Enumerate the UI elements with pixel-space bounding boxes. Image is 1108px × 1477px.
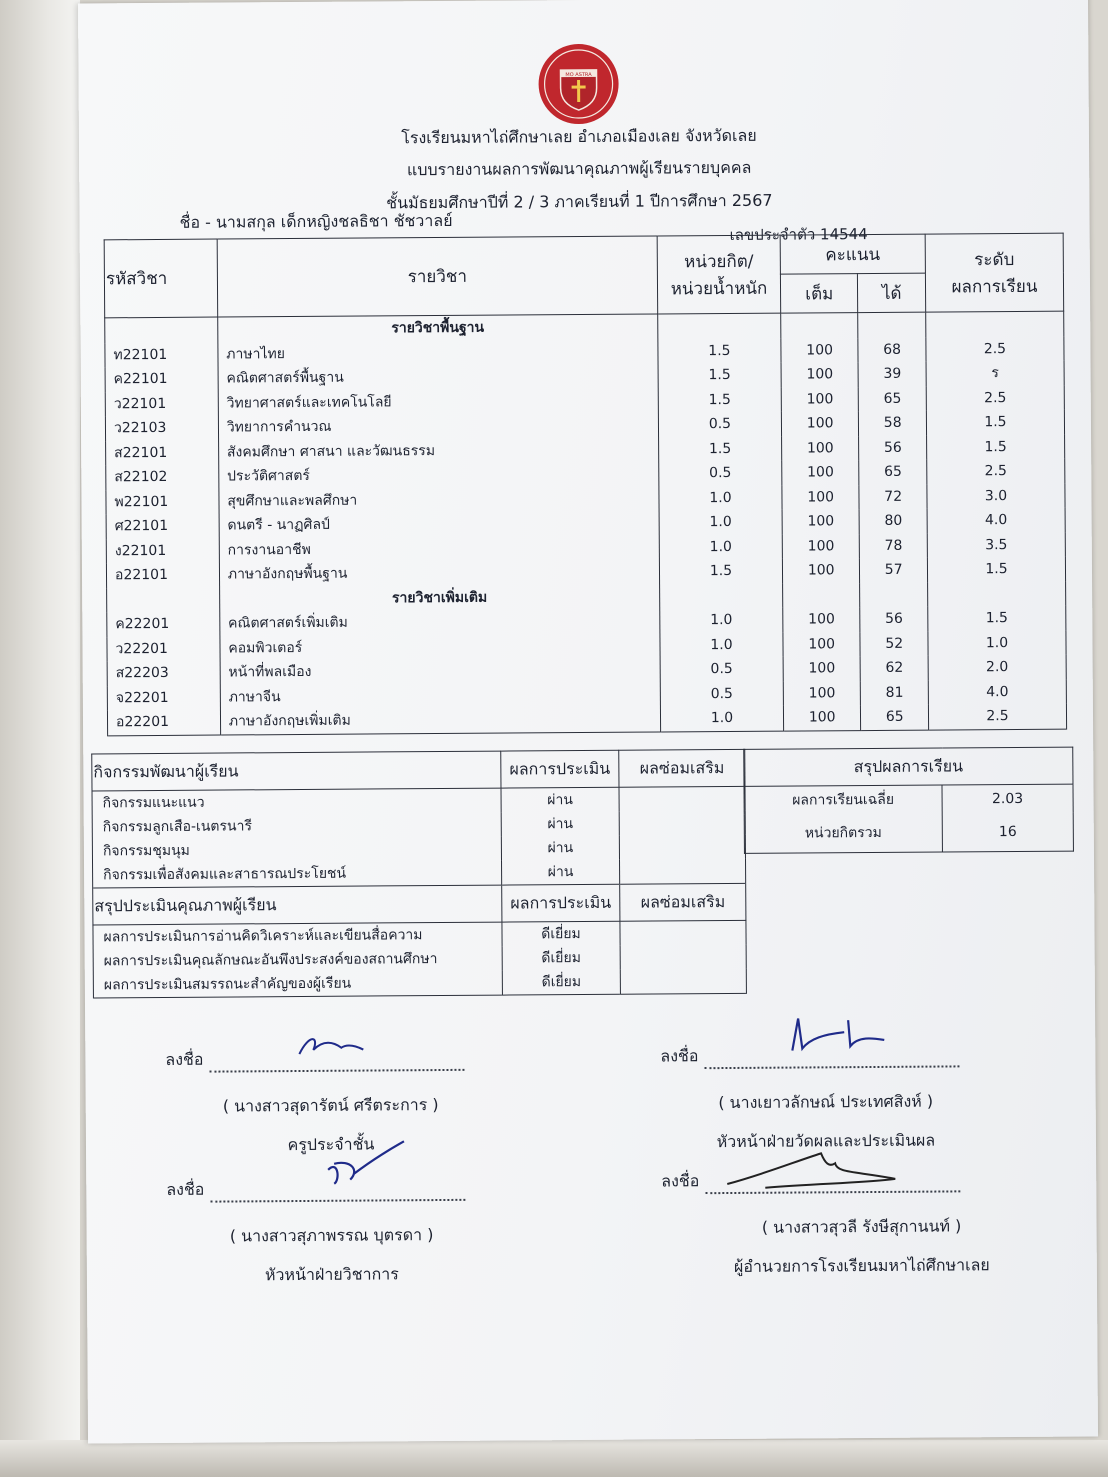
col-subject: รายวิชา xyxy=(217,236,658,317)
school-name: โรงเรียนมหาไถ่ศึกษาเลย อำเภอเมืองเลย จังหวัดเลย xyxy=(401,125,757,148)
activities-table xyxy=(91,749,747,999)
signature-line xyxy=(209,1049,464,1073)
col-got: ได้ xyxy=(858,273,926,312)
list-item: กิจกรรมลูกเสือ-เนตรนารี ผ่าน xyxy=(92,811,745,840)
col-code: รหัสวิชา xyxy=(104,239,217,318)
report-title: แบบรายงานผลการพัฒนาคุณภาพผู้เรียนรายบุคคล xyxy=(406,157,752,180)
activities-header: กิจกรรมพัฒนาผู้เรียน xyxy=(92,751,501,791)
col-level xyxy=(925,233,1064,312)
director-name: ( นางสาวสุวลี รังษีสุกานนท์ ) xyxy=(761,1216,962,1237)
list-item: กิจกรรมแนะแนว ผ่าน xyxy=(92,786,745,815)
table-row: ง22101 การงานอาชีพ 1.0 100 78 3.5 xyxy=(106,532,1065,563)
col-level-line2: ผลการเรียน xyxy=(951,276,1038,297)
measurement-name: ( นางเยาวลักษณ์ ประเทศสิงห์ ) xyxy=(718,1091,934,1113)
table-row: ท22101 ภาษาไทย 1.5 100 68 2.5 xyxy=(105,336,1064,367)
list-item: ผลการประเมินการอ่านคิดวิเคราะห์และเขียนสื่อความ ดีเยี่ยม xyxy=(93,920,746,949)
activities-remedial-header: ผลซ่อมเสริม xyxy=(619,749,745,787)
signature-line xyxy=(705,1170,960,1194)
handwritten-signature xyxy=(320,1139,410,1190)
table-row: ส22102 ประวัติศาสตร์ 0.5 100 65 2.5 xyxy=(106,459,1065,490)
table-row: ค22101 คณิตศาสตร์พื้นฐาน 1.5 100 39 ร xyxy=(105,361,1064,392)
academic-title: หัวหน้าฝ่ายวิชาการ xyxy=(264,1264,399,1285)
director-title: ผู้อำนวยการโรงเรียนมหาไถ่ศึกษาเลย xyxy=(733,1255,990,1276)
summary-header: สรุปผลการเรียน xyxy=(744,747,1073,786)
homeroom-title: ครูประจำชั้น xyxy=(287,1134,375,1155)
credits-label: หน่วยกิตรวม xyxy=(744,814,942,854)
col-credit xyxy=(657,235,780,314)
binder-backdrop xyxy=(0,0,80,1477)
signature-academic: ลงชื่อ ( นางสาวสุภาพรรณ บุตรดา ) หัวหน้าฝ่ายวิชาการ xyxy=(166,1176,497,1289)
sign-label: ลงชื่อ xyxy=(165,1049,204,1069)
table-row: ว22103 วิทยาการคำนวณ 0.5 100 58 1.5 xyxy=(105,410,1064,441)
signature-line xyxy=(704,1045,959,1069)
table-row: อ22201 ภาษาอังกฤษเพิ่มเติม 1.0 100 65 2.5 xyxy=(107,704,1066,736)
activities-result-header: ผลการประเมิน xyxy=(500,750,619,788)
gpa-value: 2.03 xyxy=(942,784,1073,813)
handwritten-signature xyxy=(725,1143,925,1190)
gpa-label: ผลการเรียนเฉลี่ย xyxy=(744,785,942,815)
student-name: ชื่อ - นามสกุล เด็กหญิงชลธิชา ชัชวาลย์ xyxy=(179,210,453,232)
table-row: จ22201 ภาษาจีน 0.5 100 81 4.0 xyxy=(107,679,1066,710)
col-score: คะแนน xyxy=(780,234,925,274)
col-credit-line2: หน่วยน้ำหนัก xyxy=(670,278,768,299)
class-line: ชั้นมัธยมศึกษาปีที่ 2 / 3 ภาคเรียนที่ 1 ปีการศึกษา 2567 xyxy=(386,190,773,213)
handwritten-signature xyxy=(289,1028,369,1063)
list-item: ผลการประเมินคุณลักษณะอันพึงประสงค์ของสถานศึกษา ดีเยี่ยม xyxy=(93,945,746,974)
handwritten-signature xyxy=(784,1012,904,1057)
table-row: ค22201 คณิตศาสตร์เพิ่มเติม 1.0 100 56 1.5 xyxy=(107,606,1066,637)
signature-measurement: ลงชื่อ ( นางเยาวลักษณ์ ประเทศสิงห์ ) หัวหน้าฝ่ายวัดผลและประเมินผล xyxy=(660,1042,991,1155)
col-level-line1: ระดับ xyxy=(974,249,1015,270)
school-crest-logo xyxy=(536,42,621,127)
table-row: อ22101 ภาษาอังกฤษพื้นฐาน 1.5 100 57 1.5 xyxy=(106,557,1065,588)
gpa-row xyxy=(744,784,1073,815)
quality-header: สรุปประเมินคุณภาพผู้เรียน xyxy=(93,885,502,925)
table-row: ว22101 วิทยาศาสตร์และเทคโนโลยี 1.5 100 65 2.5 xyxy=(105,385,1064,416)
col-full: เต็ม xyxy=(780,274,858,314)
credits-row xyxy=(744,813,1073,854)
section-extra: รายวิชาเพิ่มเติม xyxy=(219,584,659,612)
table-row: ศ22101 ดนตรี - นาฏศิลป์ 1.0 100 80 4.0 xyxy=(106,508,1065,539)
section-basic: รายวิชาพื้นฐาน xyxy=(218,314,658,342)
list-item: ผลการประเมินสมรรถนะสำคัญของผู้เรียน ดีเยี่ยม xyxy=(93,969,746,998)
academic-name: ( นางสาวสุภาพรรณ บุตรดา ) xyxy=(229,1225,434,1246)
quality-result-header: ผลการประเมิน xyxy=(501,884,620,922)
list-item: กิจกรรมเพื่อสังคมและสาธารณประโยชน์ ผ่าน xyxy=(93,859,746,888)
svg-text:MO ASTRA: MO ASTRA xyxy=(565,71,592,79)
table-row: ส22101 สังคมศึกษา ศาสนา และวัฒนธรรม 1.5 100 56 1.5 xyxy=(106,434,1065,465)
table-surface xyxy=(0,1440,1108,1477)
homeroom-name: ( นางสาวสุดารัตน์ ศรีตระการ ) xyxy=(222,1095,439,1116)
signature-line xyxy=(210,1179,465,1203)
table-row: ส22203 หน้าที่พลเมือง 0.5 100 62 2.0 xyxy=(107,655,1066,686)
signature-director: ลงชื่อ ( นางสาวสุวลี รังษีสุกานนท์ ) ผู้อำนวยการโรงเรียนมหาไถ่ศึกษาเลย xyxy=(661,1167,1062,1281)
quality-remedial-header: ผลซ่อมเสริม xyxy=(620,883,746,921)
grades-table xyxy=(104,233,1067,736)
summary-table xyxy=(743,747,1074,854)
measurement-title: หัวหน้าฝ่ายวัดผลและประเมินผล xyxy=(716,1130,936,1152)
col-credit-line1: หน่วยกิต/ xyxy=(684,251,754,272)
report-sheet xyxy=(78,0,1098,1443)
table-row: ว22201 คอมพิวเตอร์ 1.0 100 52 1.0 xyxy=(107,630,1066,661)
list-item: กิจกรรมชุมนุม ผ่าน xyxy=(92,835,745,864)
table-row: พ22101 สุขศึกษาและพลศึกษา 1.0 100 72 3.0 xyxy=(106,483,1065,514)
student-id: เลขประจำตัว 14544 xyxy=(729,225,868,244)
credits-value: 16 xyxy=(942,813,1073,852)
